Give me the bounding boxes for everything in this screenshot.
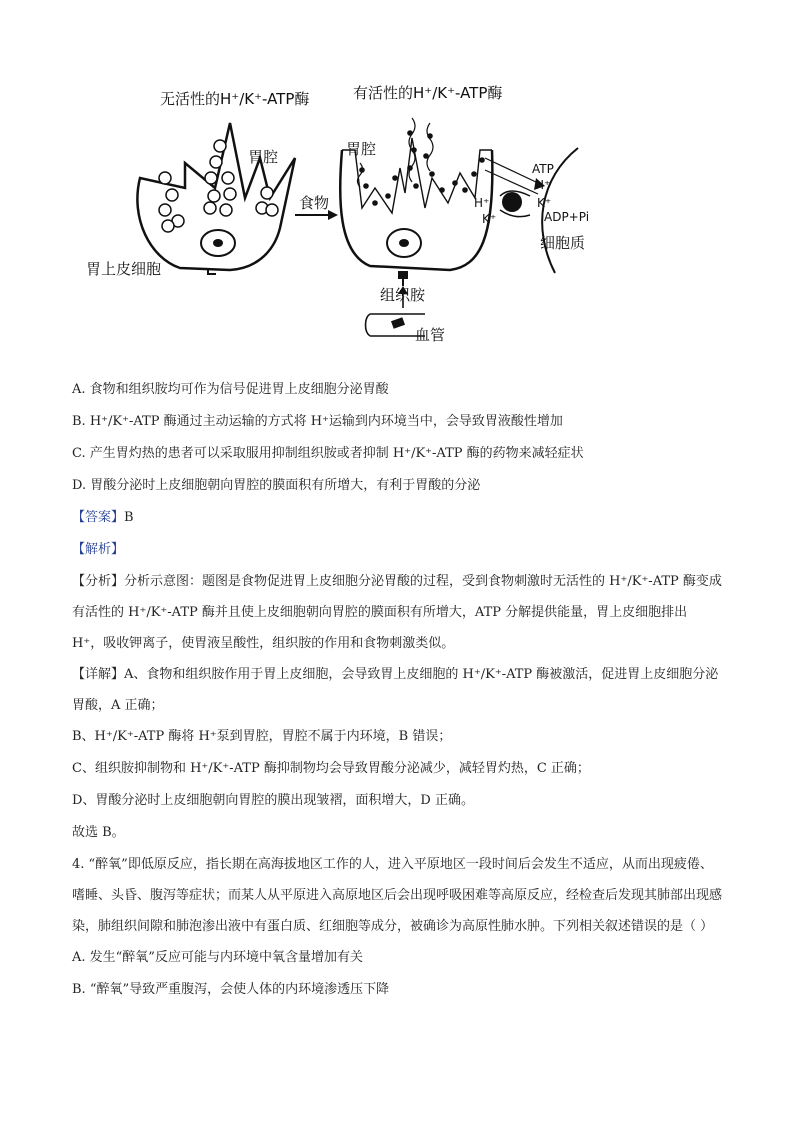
k-ion-out-label: K⁺ — [537, 196, 552, 210]
answer-value: B — [124, 510, 134, 525]
active-enzyme-label: 有活性的H⁺/K⁺-ATP酶 — [353, 84, 503, 102]
option-b: B. H⁺/K⁺-ATP 酶通过主动运输的方式将 H⁺运输到内环境当中，会导致胃液酸性增加 — [72, 414, 563, 429]
detail-a-text: A、食物和组织胺作用于胃上皮细胞，会导致胃上皮细胞的 H⁺/K⁺-ATP 酶被激活，促进胃上皮细胞分泌胃酸，A 正确； — [72, 667, 719, 713]
answer-tag: 【答案】 — [72, 510, 125, 525]
gastric-acid-figure — [70, 78, 630, 358]
k-ion-in-label: K⁺ — [482, 212, 497, 226]
fenxi-tag: 【分析】 — [72, 574, 125, 589]
h-ion-out-label: H⁺ — [535, 178, 551, 192]
detail-c: C、组织胺抑制物和 H⁺/K⁺-ATP 酶抑制物均会导致胃酸分泌减少，减轻胃灼热，C 正确； — [72, 761, 590, 776]
adp-label: ADP+Pi — [544, 210, 590, 224]
stomach-lumen-left-label: 胃腔 — [248, 148, 279, 166]
histamine-label: 组织胺 — [380, 286, 426, 304]
option-d: D. 胃酸分泌时上皮细胞朝向胃腔的膜面积有所增大，有利于胃酸的分泌 — [72, 478, 481, 493]
fenxi-paragraph — [72, 566, 722, 659]
q4-option-b: B. “醉氧”导致严重腹泻，会使人体的内环境渗透压下降 — [72, 982, 390, 997]
food-label: 食物 — [299, 194, 330, 212]
question-text-block — [72, 374, 722, 1006]
detail-b: B、H⁺/K⁺-ATP 酶将 H⁺泵到胃腔，胃腔不属于内环境，B 错误； — [72, 729, 452, 744]
fenxi-text: 分析示意图：题图是食物促进胃上皮细胞分泌胃酸的过程，受到食物刺激时无活性的 H⁺/K⁺-ATP 酶变成有活性的 H⁺/K⁺-ATP 酶并且使上皮细胞朝向胃腔的膜面积有所增大，ATP 分解提供能量，胃上皮细胞排出 H⁺，吸收钾离子，使胃液呈酸性，组织胺的作用和食物刺激类似。 — [72, 574, 722, 651]
option-c: C. 产生胃灼热的患者可以采取服用抑制组织胺或者抑制 H⁺/K⁺-ATP 酶的药物来减轻症状 — [72, 446, 584, 461]
inactive-enzyme-label: 无活性的H⁺/K⁺-ATP酶 — [160, 90, 310, 108]
conclusion: 故选 B。 — [72, 825, 125, 840]
cytoplasm-label: 细胞质 — [540, 234, 586, 252]
question-4-stem: 4. “醉氧”即低原反应，指长期在高海拔地区工作的人，进入平原地区一段时间后会发生不适应，从而出现疲倦、嗜睡、头昏、腹泻等症状；而某人从平原进入高原地区后会出现呼吸困难等高原反应，经检查后发现其肺部出现感染，肺组织间隙和肺泡渗出液中有蛋白质、红细胞等成分，被确诊为高原性肺水肿。下列相关叙述错误的是（ ） — [72, 857, 723, 934]
option-a: A. 食物和组织胺均可作为信号促进胃上皮细胞分泌胃酸 — [72, 382, 389, 397]
pump-protein — [502, 192, 522, 212]
analysis-line — [72, 534, 722, 566]
detail-tag: 【详解】 — [72, 667, 125, 682]
q4-option-a: A. 发生“醉氧”反应可能与内环境中氧含量增加有关 — [72, 950, 363, 965]
analysis-tag: 【解析】 — [72, 542, 125, 557]
answer-line — [72, 502, 722, 534]
blood-vessel-label: 血管 — [415, 326, 446, 344]
atp-label: ATP — [532, 162, 554, 176]
stomach-lumen-right-label: 胃腔 — [346, 140, 377, 158]
detail-d: D、胃酸分泌时上皮细胞朝向胃腔的膜出现皱褶，面积增大，D 正确。 — [72, 793, 474, 808]
detail-a-paragraph — [72, 659, 722, 721]
h-ion-in-label: H⁺ — [474, 196, 490, 210]
epithelial-cell-label: 胃上皮细胞 — [86, 260, 162, 278]
